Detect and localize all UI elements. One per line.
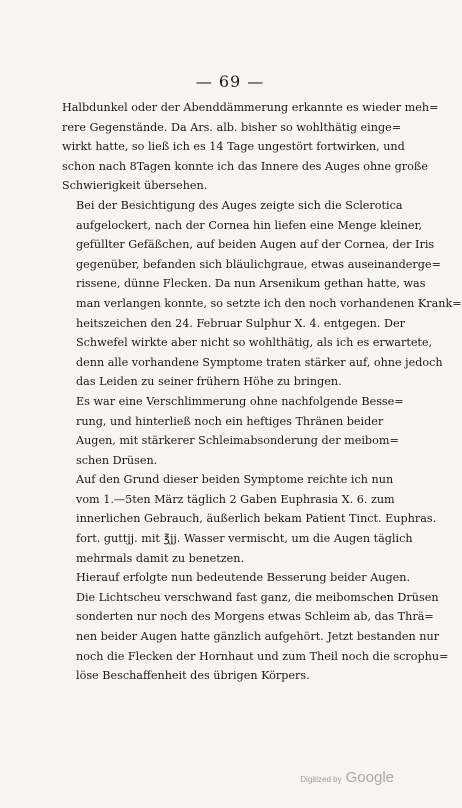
text-line: wirkt hatte, so ließ ich es 14 Tage ungestört fortwirken, und: [62, 140, 405, 154]
text-line: rissene, dünne Flecken. Da nun Arsenikum gethan hatte, was: [76, 277, 426, 291]
text-line: rere Gegenstände. Da Ars. alb. bisher so wohlthätig einge=: [62, 120, 402, 134]
text-line: gegenüber, befanden sich bläulichgraue, etwas auseinanderge=: [76, 257, 441, 271]
text-line: man verlangen konnte, so setzte ich den noch vorhandenen Krank=: [76, 296, 462, 310]
text-line: noch die Flecken der Hornhaut und zum Theil noch die scrophu=: [76, 649, 449, 663]
paragraph: [62, 470, 437, 568]
paragraph: [62, 98, 439, 196]
text-line: schon nach 8Tagen konnte ich das Innere des Auges ohne große: [62, 159, 428, 173]
text-line: Schwierigkeit übersehen.: [62, 179, 208, 193]
text-line: aufgelockert, nach der Cornea hin liefen eine Menge kleiner,: [76, 218, 423, 232]
paragraph: [62, 196, 462, 392]
text-line: Halbdunkel oder der Abenddämmerung erkannte es wieder meh=: [62, 101, 439, 114]
text-line: rung, und hinterließ noch ein heftiges Thränen beider: [76, 414, 384, 428]
text-line: vom 1.—5ten März täglich 2 Gaben Euphrasia X. 6. zum: [76, 492, 395, 506]
text-line: Es war eine Verschlimmerung ohne nachfolgende Besse=: [76, 394, 404, 408]
text-line: heitszeichen den 24. Februar Sulphur X. 4. entgegen. Der: [76, 316, 405, 330]
text-line: Augen, mit stärkerer Schleimabsonderung der meibom=: [76, 434, 399, 448]
text-line: sonderten nur noch des Morgens etwas Schleim ab, das Thrä=: [76, 610, 434, 624]
text-line: Auf den Grund dieser beiden Symptome reichte ich nun: [76, 473, 394, 487]
digitized-by-watermark: [300, 769, 394, 786]
text-line: gefüllter Gefäßchen, auf beiden Augen auf der Cornea, der Iris: [76, 238, 435, 252]
text-line: das Leiden zu seiner frühern Höhe zu bringen.: [76, 375, 342, 389]
paragraph: [62, 568, 449, 686]
page-number: — 69 —: [195, 72, 265, 91]
text-line: Hierauf erfolgte nun bedeutende Besserung beider Augen.: [76, 571, 411, 585]
google-logo: Google: [345, 769, 394, 786]
text-line: fort. guttjj. mit ℥jj. Wasser vermischt, um die Augen täglich: [76, 532, 413, 546]
paragraph: [62, 392, 404, 470]
watermark-prefix: Digitized by: [300, 775, 342, 784]
text-line: denn alle vorhandene Symptome traten stärker auf, ohne jedoch: [76, 355, 443, 369]
text-line: Schwefel wirkte aber nicht so wohlthätig, als ich es erwartete,: [76, 336, 433, 350]
body-text: [62, 98, 462, 686]
text-line: Bei der Besichtigung des Auges zeigte sich die Sclerotica: [76, 198, 403, 212]
text-line: löse Beschaffenheit des übrigen Körpers.: [76, 669, 310, 683]
text-line: schen Drüsen.: [76, 453, 158, 467]
text-line: Die Lichtscheu verschwand fast ganz, die meibomschen Drüsen: [76, 590, 439, 604]
text-line: nen beider Augen hatte gänzlich aufgehört. Jetzt bestanden nur: [76, 630, 440, 644]
text-line: innerlichen Gebrauch, äußerlich bekam Patient Tinct. Euphras.: [76, 512, 437, 526]
text-line: mehrmals damit zu benetzen.: [76, 551, 245, 565]
